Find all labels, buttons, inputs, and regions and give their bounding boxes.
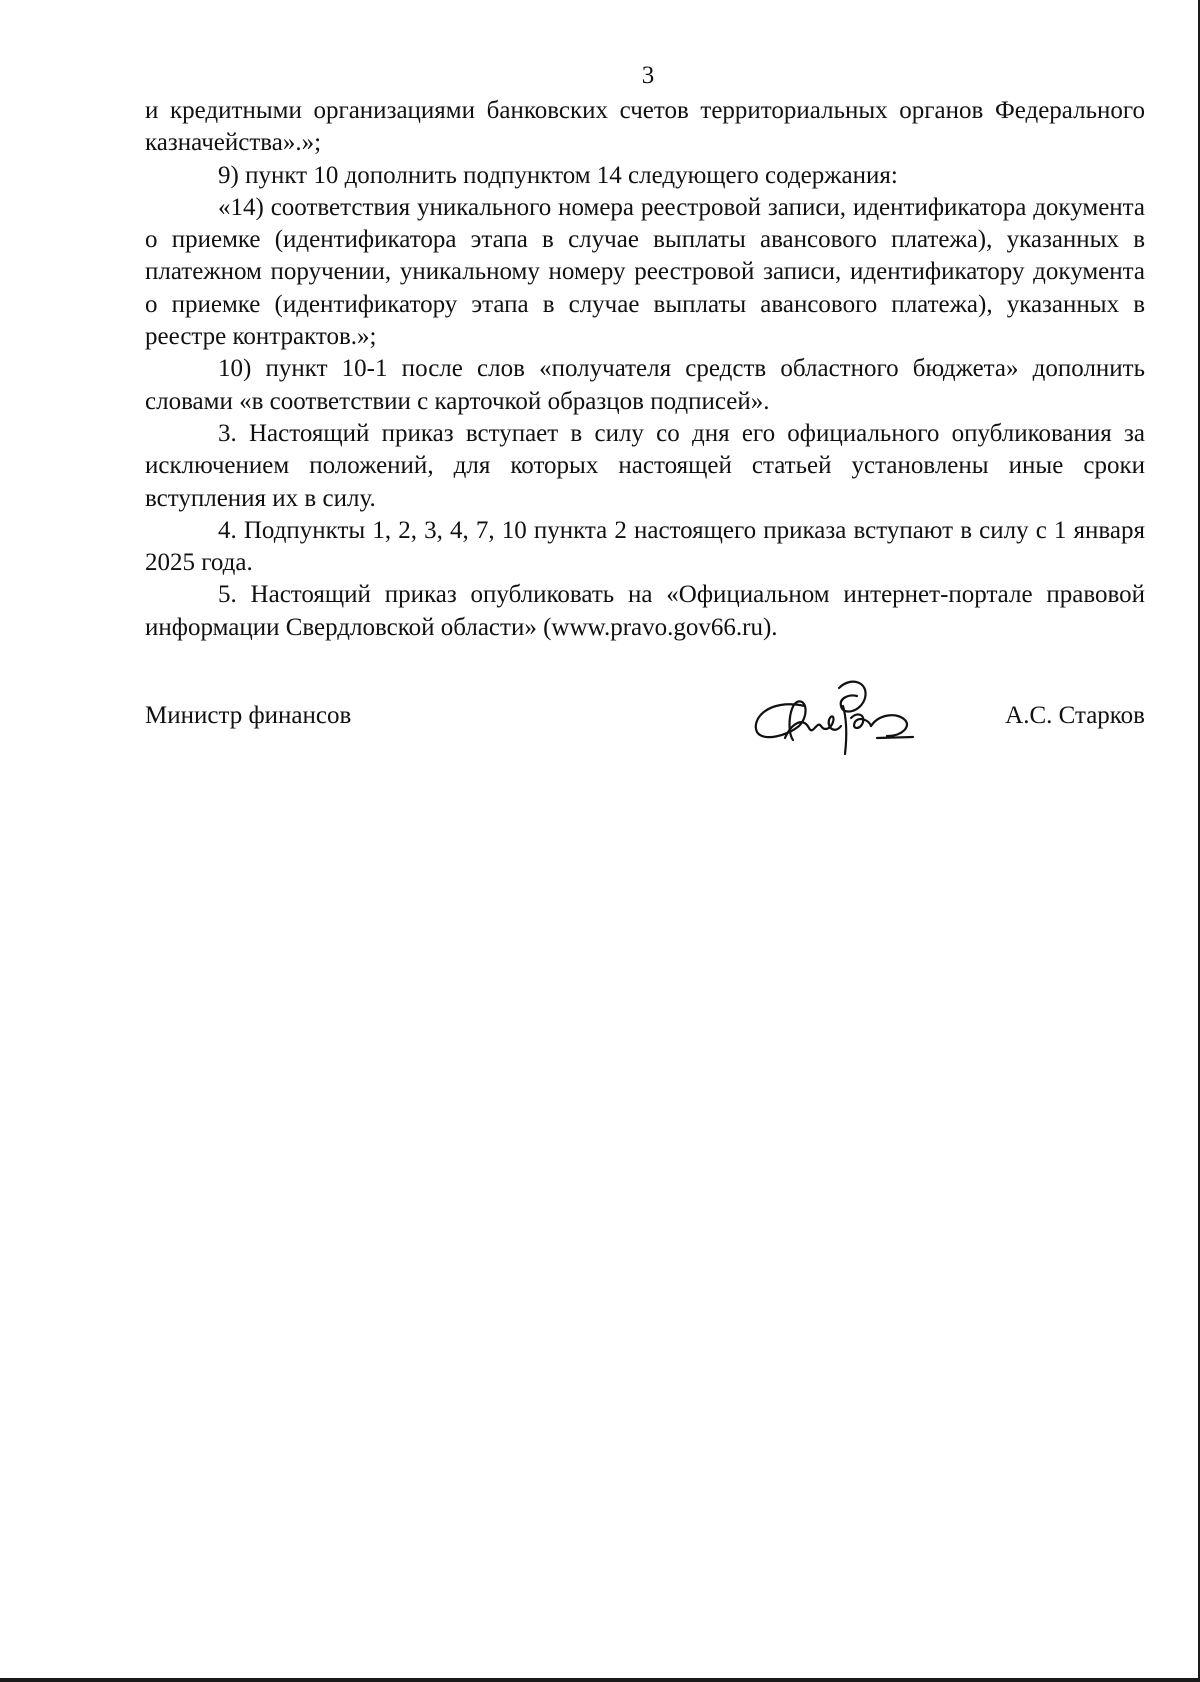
page-number: 3 — [641, 62, 655, 89]
signer-title: Министр финансов — [145, 702, 352, 729]
paragraph-clause-3: 3. Настоящий приказ вступает в силу со дня его официального опубликования за исключением положений, для которых настоящей статьей установлены иные сроки вступления их в силу. — [145, 419, 1145, 512]
signature-block — [145, 700, 1145, 770]
paragraph-subitem-14: «14) соответствия уникального номера реестровой записи, идентификатора документа о приемке (идентификатора этапа в случае выплаты авансового платежа), указанных в платежном поручении, уникальному номеру реестровой записи, идентификатору документа о приемке (идентификатору этапа в случае выплаты авансового платежа), указанных в реестре контрактов.»; — [145, 193, 1145, 351]
paragraph-continuation: и кредитными организациями банковских счетов территориальных органов Федерального казначейства».»; — [145, 97, 1145, 157]
signer-name: А.С. Старков — [1005, 702, 1145, 729]
document-body — [145, 95, 1145, 644]
paragraph-item-10: 10) пункт 10-1 после слов «получателя средств областного бюджета» дополнить словами «в соответствии с карточкой образцов подписей». — [145, 355, 1145, 415]
scan-edge-bottom — [0, 1678, 1200, 1682]
paragraph-clause-4: 4. Подпункты 1, 2, 3, 4, 7, 10 пункта 2 настоящего приказа вступают в силу с 1 января 2025 года. — [145, 516, 1145, 577]
handwritten-signature — [747, 676, 917, 756]
paragraph-item-9: 9) пункт 10 дополнить подпунктом 14 следующего содержания: — [218, 161, 898, 189]
paragraph-clause-5: 5. Настоящий приказ опубликовать на «Официальном интернет-портале правовой информации Свердловской области» (www.pravo.gov66.ru). — [145, 581, 1145, 641]
